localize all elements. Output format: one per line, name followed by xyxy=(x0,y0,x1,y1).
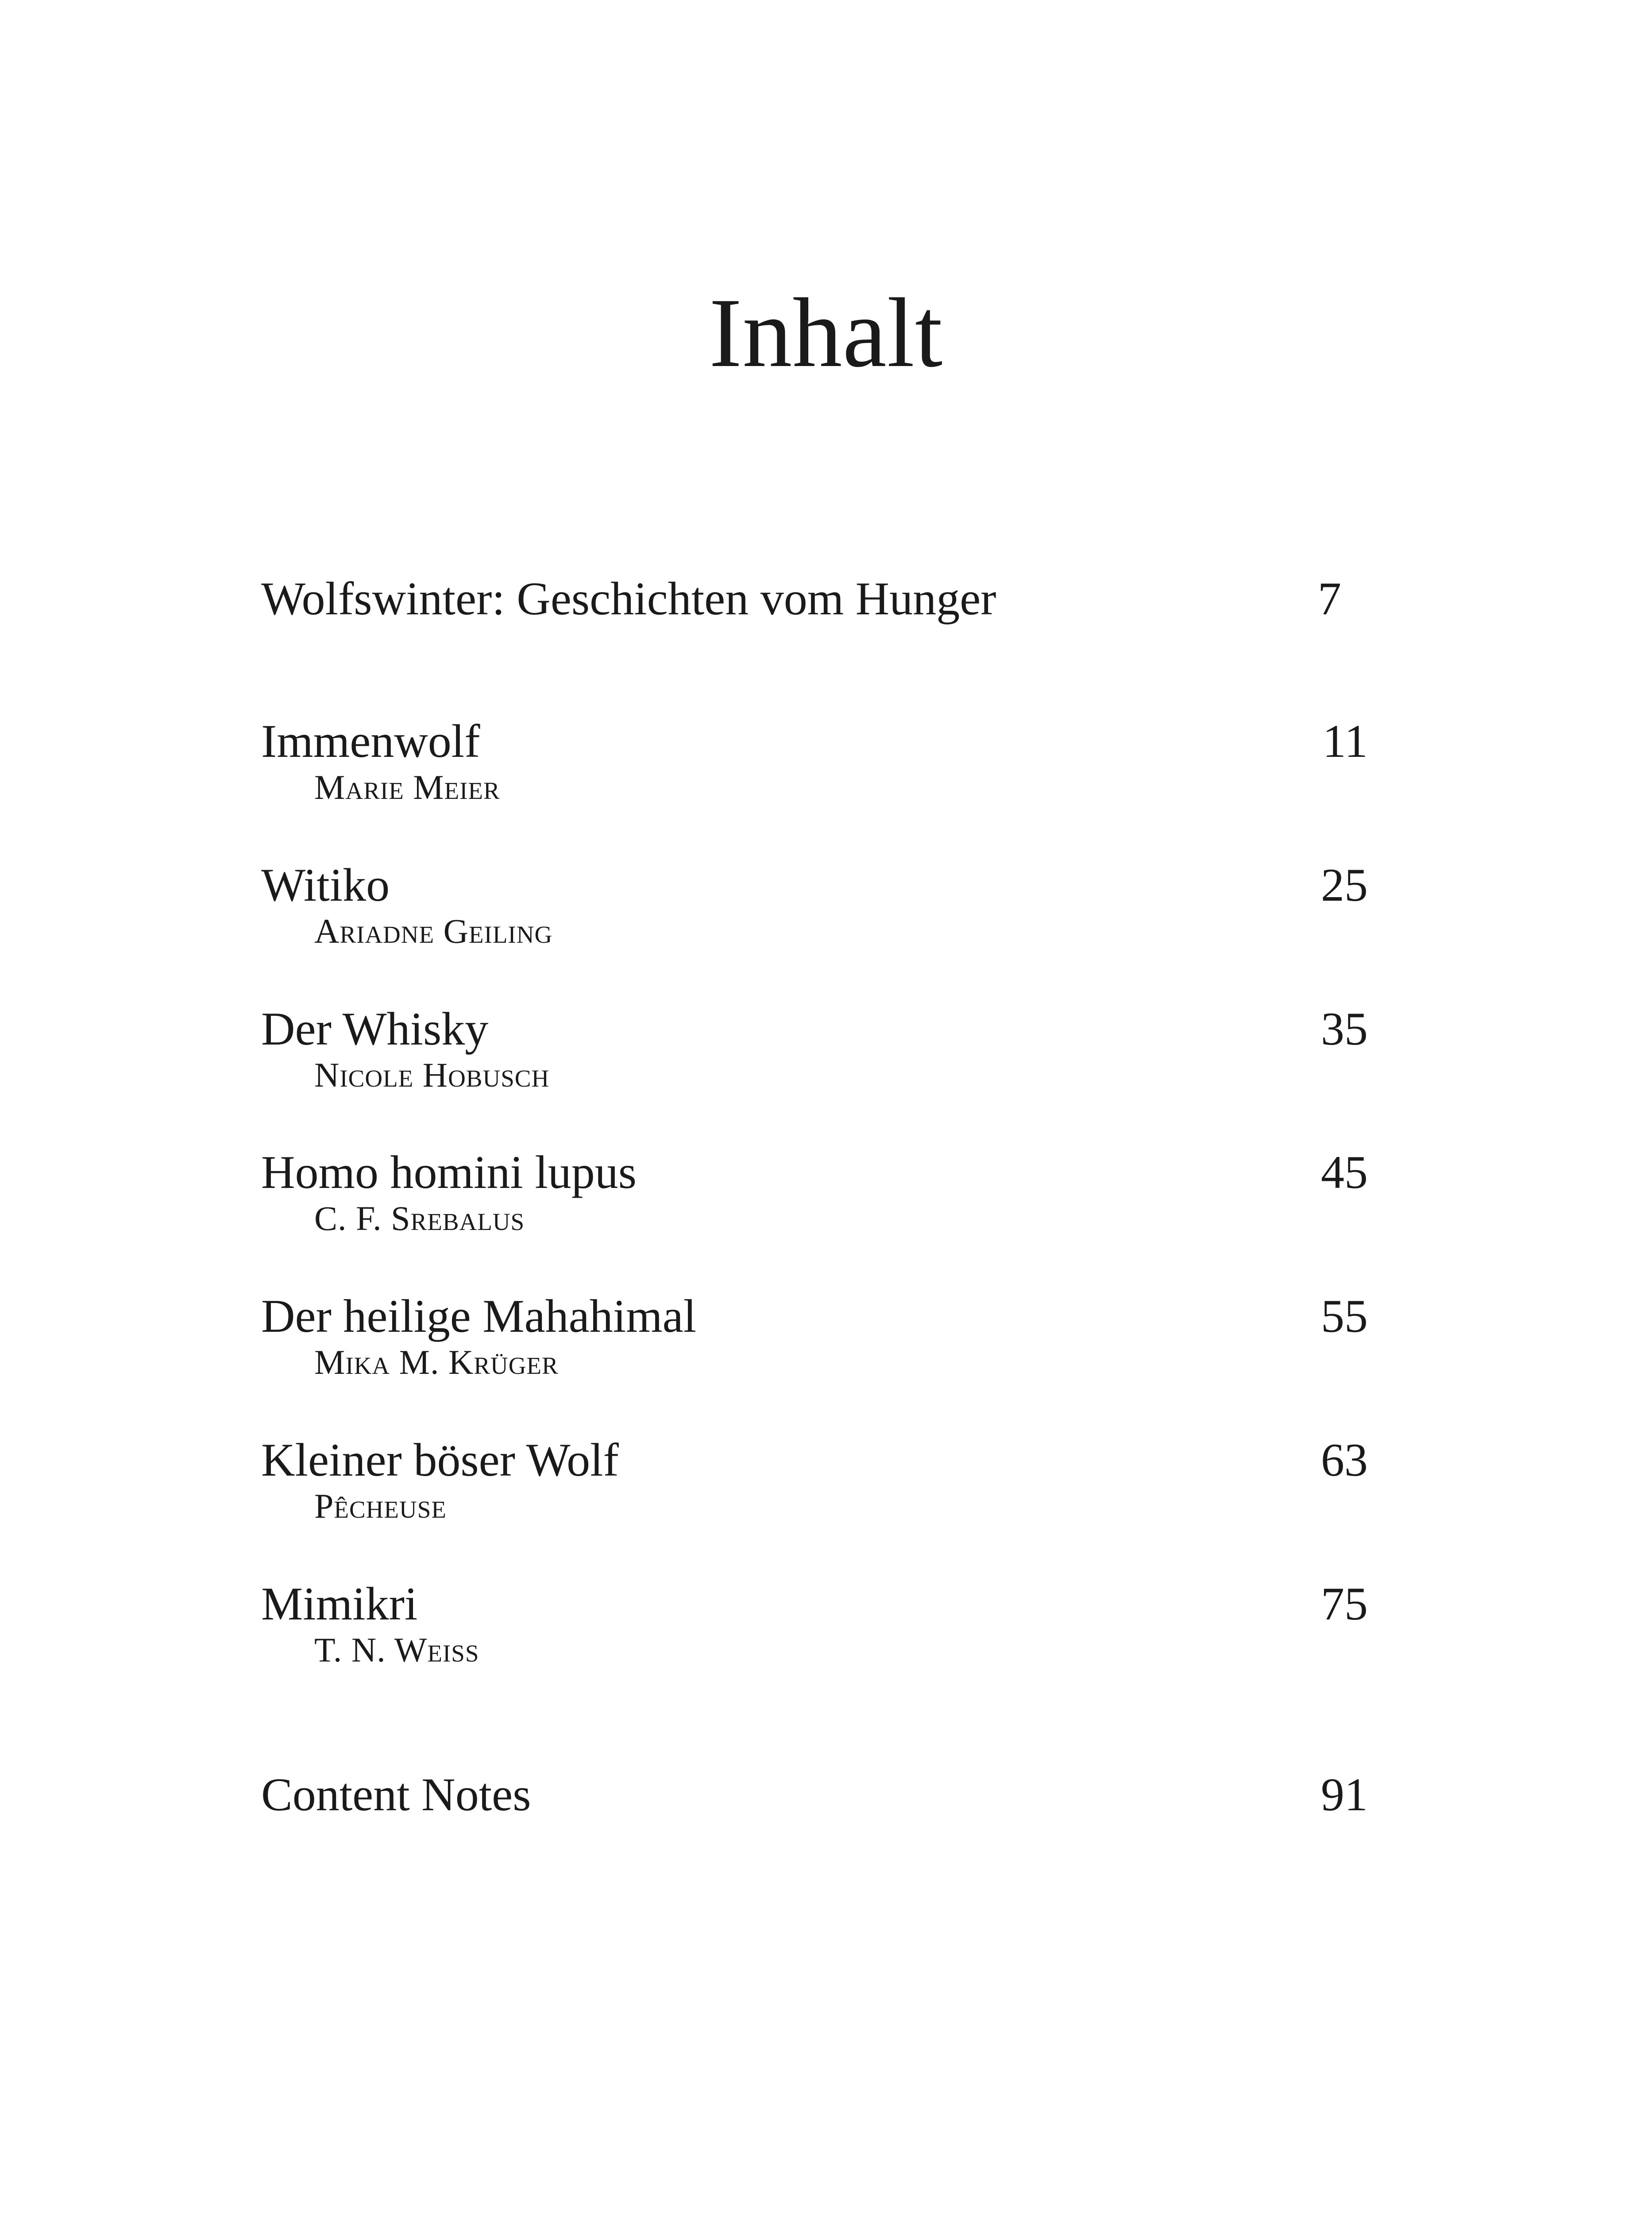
toc-entry-page: 55 xyxy=(1321,1290,1368,1342)
toc-entry-page: 75 xyxy=(1321,1578,1368,1630)
toc-entry-title: Der heilige Mahahimal xyxy=(261,1290,697,1342)
page-title: Inhalt xyxy=(709,278,943,388)
toc-entry-title: Immenwolf xyxy=(261,715,480,767)
toc-entry-author: Mika M. Krüger xyxy=(314,1343,559,1381)
toc-entry-page: 7 xyxy=(1318,573,1341,625)
toc-entry-page: 11 xyxy=(1322,715,1368,767)
toc-entry-title: Content Notes xyxy=(261,1769,531,1820)
toc-entry-author: T. N. Weiss xyxy=(314,1631,479,1669)
toc-entry-page: 25 xyxy=(1321,859,1368,911)
toc-entry-page: 35 xyxy=(1321,1003,1368,1055)
toc-entry-page: 91 xyxy=(1321,1769,1368,1820)
toc-entry-title: Wolfswinter: Geschichten vom Hunger xyxy=(261,573,996,625)
toc-entry-title: Homo homini lupus xyxy=(261,1146,637,1198)
toc-entry-author: Ariadne Geiling xyxy=(314,912,553,950)
toc-entry-title: Witiko xyxy=(261,859,390,911)
toc-entry-title: Der Whisky xyxy=(261,1003,489,1055)
toc-entry-page: 63 xyxy=(1321,1434,1368,1486)
toc-entry-page: 45 xyxy=(1321,1146,1368,1198)
toc-entry-author: Pêcheuse xyxy=(314,1487,447,1525)
toc-entry-title: Mimikri xyxy=(261,1578,418,1630)
toc-entry-author: Nicole Hobusch xyxy=(314,1056,550,1094)
toc-entry-title: Kleiner böser Wolf xyxy=(261,1434,619,1486)
toc-entry-author: Marie Meier xyxy=(314,768,500,806)
toc-entry-author: C. F. Srebalus xyxy=(314,1199,525,1238)
